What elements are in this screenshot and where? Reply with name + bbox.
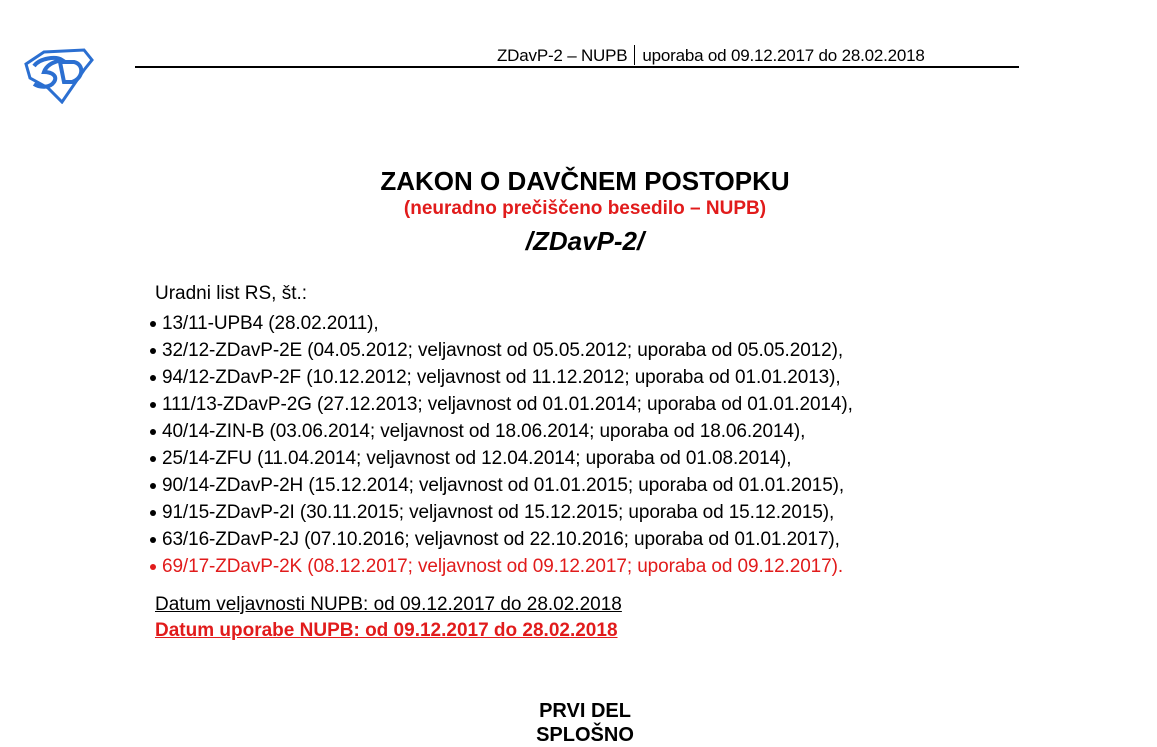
- list-item: [150, 310, 853, 337]
- amendment-text: 111/13-ZDavP-2G (27.12.2013; veljavnost od 01.01.2014; uporaba od 01.01.2014),: [162, 394, 853, 415]
- header-rule: [135, 66, 1019, 68]
- list-item: [150, 472, 853, 499]
- running-header: [497, 45, 925, 66]
- part-name: SPLOŠNO: [536, 724, 634, 746]
- bullet-icon: [150, 483, 156, 489]
- amendment-text: 94/12-ZDavP-2F (10.12.2012; veljavnost od 11.12.2012; uporaba od 01.01.2013),: [162, 367, 841, 388]
- list-item: [150, 499, 853, 526]
- header-usage-range: uporaba od 09.12.2017 do 28.02.2018: [642, 46, 925, 65]
- amendment-text: 90/14-ZDavP-2H (15.12.2014; veljavnost od 01.01.2015; uporaba od 01.01.2015),: [162, 475, 845, 496]
- law-subtitle: (neuradno prečiščeno besedilo – NUPB): [403, 198, 767, 219]
- bullet-icon: [150, 402, 156, 408]
- list-item: [150, 418, 853, 445]
- amendment-text: 25/14-ZFU (11.04.2014; veljavnost od 12.04.2014; uporaba od 01.08.2014),: [162, 448, 792, 469]
- bullet-icon: [150, 321, 156, 327]
- header-divider: [634, 45, 635, 65]
- validity-date: Datum veljavnosti NUPB: od 09.12.2017 do 28.02.2018: [155, 594, 622, 615]
- list-item: [150, 445, 853, 472]
- logo-icon: [22, 48, 94, 104]
- list-item: [150, 364, 853, 391]
- amendment-text: 63/16-ZDavP-2J (07.10.2016; veljavnost od 22.10.2016; uporaba od 01.01.2017),: [162, 529, 840, 550]
- amendment-text: 40/14-ZIN-B (03.06.2014; veljavnost od 18.06.2014; uporaba od 18.06.2014),: [162, 421, 806, 442]
- law-abbreviation: /ZDavP-2/: [525, 226, 645, 256]
- amendment-text: 32/12-ZDavP-2E (04.05.2012; veljavnost od 05.05.2012; uporaba od 05.05.2012),: [162, 340, 844, 361]
- bullet-icon: [150, 429, 156, 435]
- list-item: [150, 337, 853, 364]
- bullet-icon: [150, 537, 156, 543]
- bullet-icon: [150, 348, 156, 354]
- bullet-icon: [150, 510, 156, 516]
- bullet-icon: [150, 375, 156, 381]
- list-item: [150, 526, 853, 553]
- bullet-icon: [150, 564, 156, 570]
- amendment-text: 69/17-ZDavP-2K (08.12.2017; veljavnost od 09.12.2017; uporaba od 09.12.2017).: [162, 556, 844, 577]
- amendment-text: 13/11-UPB4 (28.02.2011),: [162, 313, 379, 334]
- amendment-text: 91/15-ZDavP-2I (30.11.2015; veljavnost od 15.12.2015; uporaba od 15.12.2015),: [162, 502, 835, 523]
- bullet-icon: [150, 456, 156, 462]
- list-item: [150, 391, 853, 418]
- part-number: PRVI DEL: [539, 700, 631, 722]
- header-doc-code: ZDavP-2 – NUPB: [497, 46, 628, 65]
- usage-date: Datum uporabe NUPB: od 09.12.2017 do 28.02.2018: [155, 620, 618, 641]
- amendments-list: [150, 310, 853, 580]
- gazette-label: Uradni list RS, št.:: [155, 283, 308, 304]
- list-item-latest: [150, 553, 853, 580]
- law-title: ZAKON O DAVČNEM POSTOPKU: [380, 166, 790, 196]
